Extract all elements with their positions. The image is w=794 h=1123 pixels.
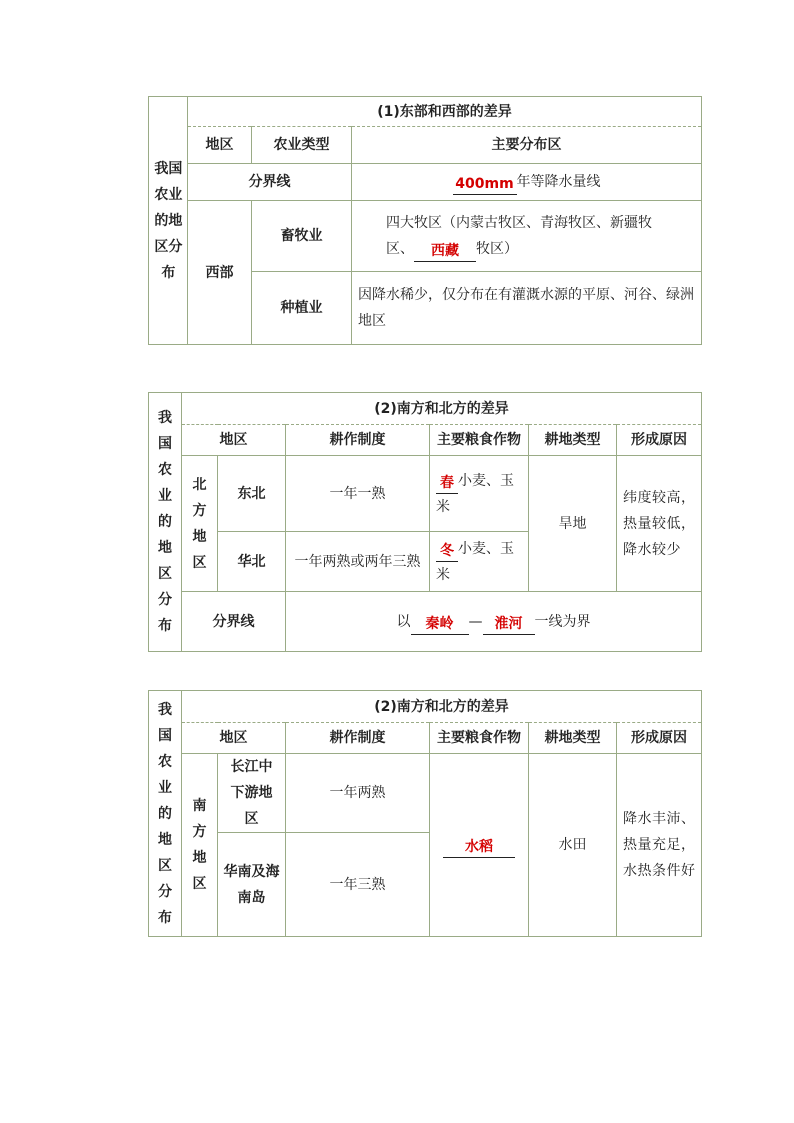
table-title: (2)南方和北方的差异 [182, 691, 702, 723]
header-land-type: 耕地类型 [529, 425, 617, 456]
area-north-china: 华北 [218, 532, 286, 592]
system-north-china: 一年两熟或两年三熟 [286, 532, 430, 592]
side-label: 我国农业的地区分布 [149, 393, 182, 652]
area-south-china: 华南及海南岛 [218, 833, 286, 937]
header-land-type: 耕地类型 [529, 723, 617, 754]
system-northeast: 一年一熟 [286, 456, 430, 532]
boundary-label: 分界线 [182, 592, 286, 652]
boundary-cell: 以 秦岭 — 淮河 一线为界 [286, 592, 702, 652]
system-yangtze: 一年两熟 [286, 754, 430, 833]
header-distribution: 主要分布区 [352, 127, 702, 164]
boundary-suffix: 年等降水量线 [516, 174, 601, 190]
header-main-crop: 主要粮食作物 [430, 425, 529, 456]
header-reason: 形成原因 [617, 425, 702, 456]
boundary-cell [352, 164, 702, 201]
land-type: 水田 [529, 754, 617, 937]
main-crop [430, 754, 529, 937]
header-farming-system: 耕作制度 [286, 723, 430, 754]
crop-northeast: 春 小麦、玉米 [430, 456, 529, 532]
header-main-crop: 主要粮食作物 [430, 723, 529, 754]
region-label: 南方地区 [182, 754, 218, 937]
system-south-china: 一年三熟 [286, 833, 430, 937]
reason: 纬度较高，热量较低，降水较少 [617, 456, 702, 592]
crop-label: 种植业 [252, 272, 352, 345]
west-label: 西部 [188, 201, 252, 345]
header-region: 地区 [182, 723, 286, 754]
header-farming-system: 耕作制度 [286, 425, 430, 456]
boundary-answer: 400mm [453, 174, 517, 195]
table-title: (2)南方和北方的差异 [182, 393, 702, 425]
side-label: 我国农业的地区分布 [149, 97, 188, 345]
crop-north-china: 冬 小麦、玉米 [430, 532, 529, 592]
header-reason: 形成原因 [617, 723, 702, 754]
area-yangtze: 长江中下游地区 [218, 754, 286, 833]
table-title: (1)东部和西部的差异 [188, 97, 702, 127]
boundary-answer-1: 秦岭 [411, 614, 469, 635]
boundary-label: 分界线 [188, 164, 352, 201]
header-region: 地区 [182, 425, 286, 456]
livestock-text: 四大牧区（内蒙古牧区、青海牧区、新疆牧 区、 西藏 牧区） [352, 201, 702, 272]
crop-text: 因降水稀少，仅分布在有灌溉水源的平原、河谷、绿洲地区 [352, 272, 702, 345]
table-north-south-1 [148, 392, 702, 652]
table-north-south-2 [148, 690, 702, 937]
livestock-answer: 西藏 [414, 241, 476, 262]
reason: 降水丰沛、热量充足，水热条件好 [617, 754, 702, 937]
header-agri-type: 农业类型 [252, 127, 352, 164]
area-northeast: 东北 [218, 456, 286, 532]
header-region: 地区 [188, 127, 252, 164]
boundary-answer-2: 淮河 [483, 614, 535, 635]
land-type: 旱地 [529, 456, 617, 592]
crop-answer: 水稻 [443, 837, 515, 858]
side-label: 我国农业的地区分布 [149, 691, 182, 937]
livestock-label: 畜牧业 [252, 201, 352, 272]
region-label: 北方地区 [182, 456, 218, 592]
table-east-west [148, 96, 702, 345]
